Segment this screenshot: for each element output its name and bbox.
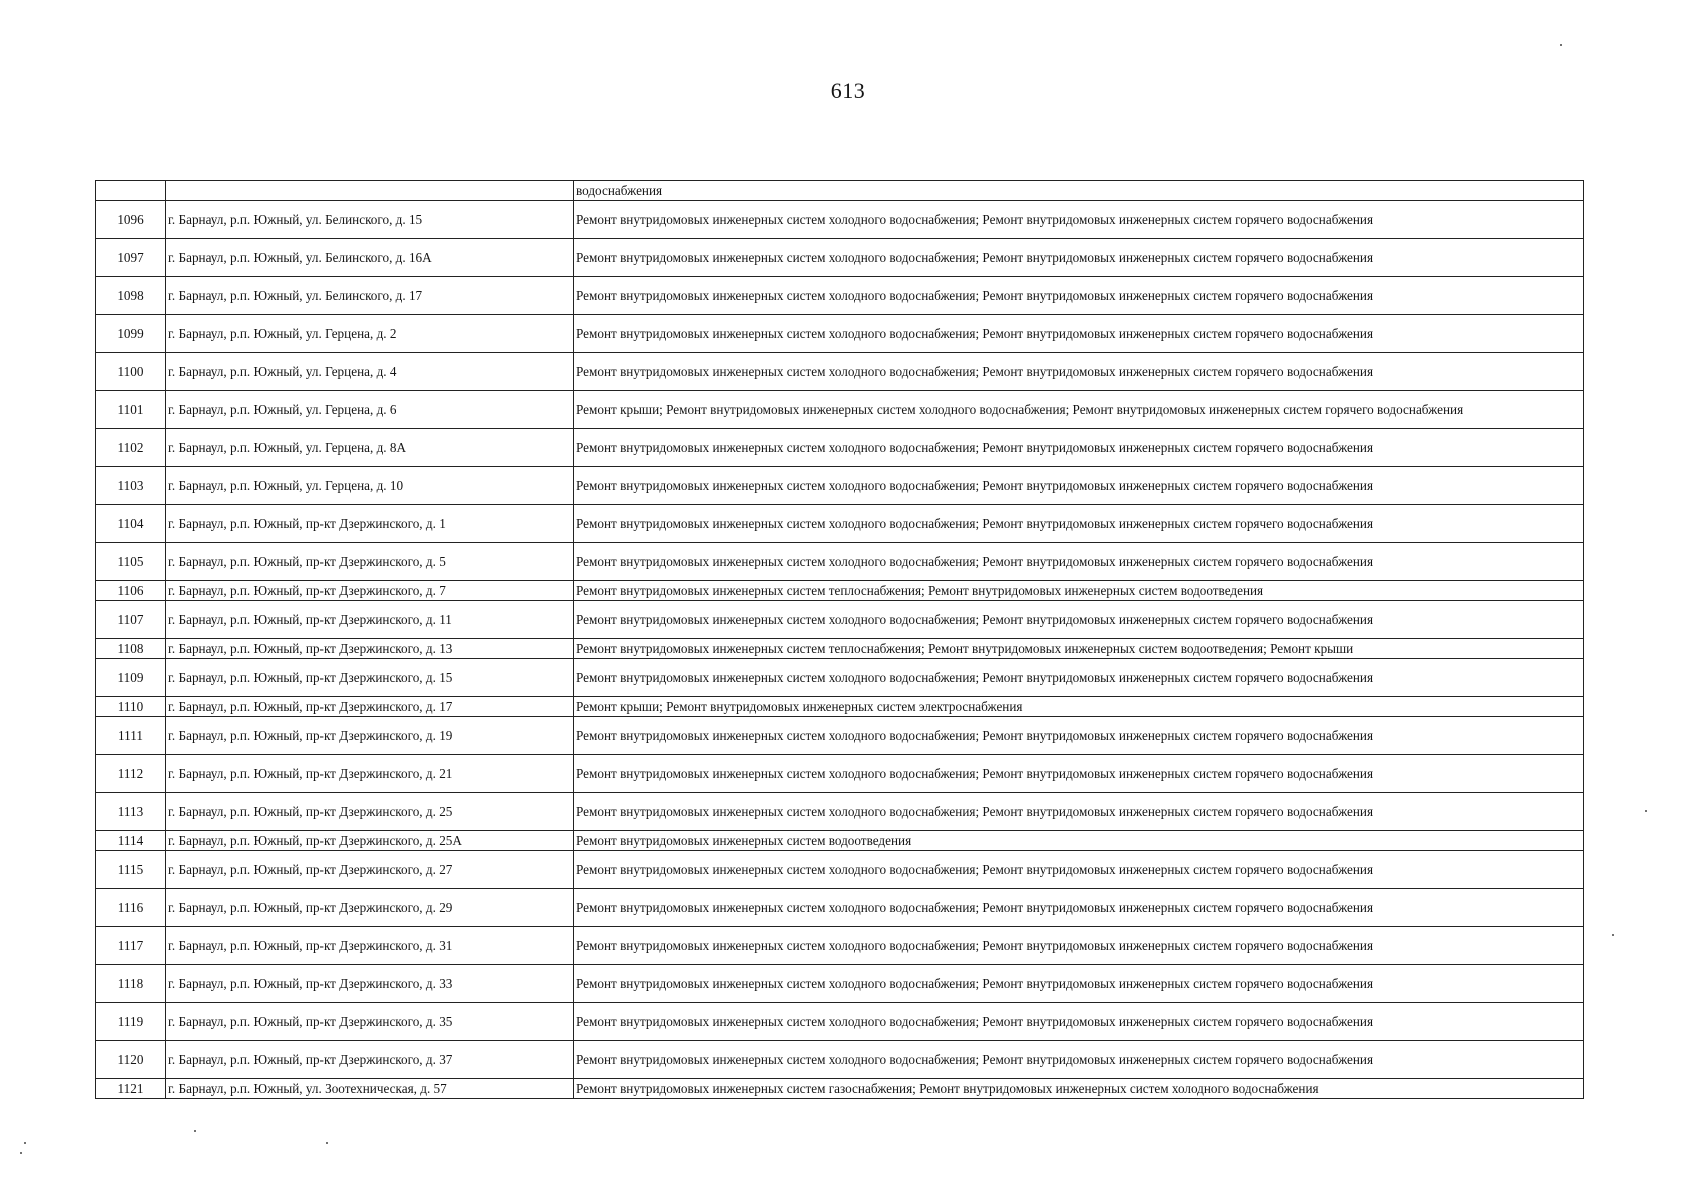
scan-speck: [24, 1142, 26, 1144]
works-cell: Ремонт внутридомовых инженерных систем холодного водоснабжения; Ремонт внутридомовых инженерных систем горячего водоснабжения: [574, 1003, 1584, 1041]
table-row-continuation: [96, 181, 1584, 201]
works-cell: Ремонт внутридомовых инженерных систем холодного водоснабжения; Ремонт внутридомовых инженерных систем горячего водоснабжения: [574, 659, 1584, 697]
page-number: 613: [830, 78, 866, 103]
row-number-cell: 1114: [96, 831, 166, 851]
works-cell: Ремонт внутридомовых инженерных систем холодного водоснабжения; Ремонт внутридомовых инженерных систем горячего водоснабжения: [574, 239, 1584, 277]
table-row: [96, 1041, 1584, 1079]
row-number-cell: 1118: [96, 965, 166, 1003]
address-cell: г. Барнаул, р.п. Южный, пр-кт Дзержинского, д. 33: [166, 965, 574, 1003]
works-cell: Ремонт крыши; Ремонт внутридомовых инженерных систем холодного водоснабжения; Ремонт внутридомовых инженерных систем горячего водоснабжения: [574, 391, 1584, 429]
address-cell: г. Барнаул, р.п. Южный, пр-кт Дзержинского, д. 35: [166, 1003, 574, 1041]
address-cell: г. Барнаул, р.п. Южный, пр-кт Дзержинского, д. 15: [166, 659, 574, 697]
address-cell: г. Барнаул, р.п. Южный, пр-кт Дзержинского, д. 25: [166, 793, 574, 831]
table-row: [96, 927, 1584, 965]
works-cell: Ремонт внутридомовых инженерных систем холодного водоснабжения; Ремонт внутридомовых инженерных систем горячего водоснабжения: [574, 927, 1584, 965]
works-cell: Ремонт внутридомовых инженерных систем холодного водоснабжения; Ремонт внутридомовых инженерных систем горячего водоснабжения: [574, 851, 1584, 889]
table-row: [96, 201, 1584, 239]
address-cell: г. Барнаул, р.п. Южный, ул. Зоотехническая, д. 57: [166, 1079, 574, 1099]
address-cell: г. Барнаул, р.п. Южный, пр-кт Дзержинского, д. 21: [166, 755, 574, 793]
table-row: [96, 315, 1584, 353]
table-row: [96, 601, 1584, 639]
address-cell: г. Барнаул, р.п. Южный, ул. Герцена, д. 2: [166, 315, 574, 353]
works-cell: Ремонт крыши; Ремонт внутридомовых инженерных систем электроснабжения: [574, 697, 1584, 717]
row-number-cell: 1121: [96, 1079, 166, 1099]
row-number-cell: 1105: [96, 543, 166, 581]
address-cell: г. Барнаул, р.п. Южный, пр-кт Дзержинского, д. 31: [166, 927, 574, 965]
works-cell: Ремонт внутридомовых инженерных систем газоснабжения; Ремонт внутридомовых инженерных систем холодного водоснабжения: [574, 1079, 1584, 1099]
table-row: [96, 851, 1584, 889]
works-cell: водоснабжения: [574, 181, 1584, 201]
works-cell: Ремонт внутридомовых инженерных систем холодного водоснабжения; Ремонт внутридомовых инженерных систем горячего водоснабжения: [574, 543, 1584, 581]
works-cell: Ремонт внутридомовых инженерных систем холодного водоснабжения; Ремонт внутридомовых инженерных систем горячего водоснабжения: [574, 353, 1584, 391]
row-number-cell: 1104: [96, 505, 166, 543]
table-row: [96, 581, 1584, 601]
row-number-cell: 1116: [96, 889, 166, 927]
table-row: [96, 467, 1584, 505]
table-row: [96, 659, 1584, 697]
row-number-cell: 1102: [96, 429, 166, 467]
address-cell: г. Барнаул, р.п. Южный, пр-кт Дзержинского, д. 7: [166, 581, 574, 601]
works-cell: Ремонт внутридомовых инженерных систем холодного водоснабжения; Ремонт внутридомовых инженерных систем горячего водоснабжения: [574, 277, 1584, 315]
table-row: [96, 1003, 1584, 1041]
table-row: [96, 505, 1584, 543]
address-cell: г. Барнаул, р.п. Южный, ул. Герцена, д. 4: [166, 353, 574, 391]
works-cell: Ремонт внутридомовых инженерных систем водоотведения: [574, 831, 1584, 851]
row-number-cell: 1100: [96, 353, 166, 391]
table-row: [96, 639, 1584, 659]
address-cell: [166, 181, 574, 201]
address-cell: г. Барнаул, р.п. Южный, пр-кт Дзержинского, д. 17: [166, 697, 574, 717]
works-cell: Ремонт внутридомовых инженерных систем холодного водоснабжения; Ремонт внутридомовых инженерных систем горячего водоснабжения: [574, 965, 1584, 1003]
table-row: [96, 793, 1584, 831]
table-row: [96, 889, 1584, 927]
table-row: [96, 965, 1584, 1003]
works-cell: Ремонт внутридомовых инженерных систем холодного водоснабжения; Ремонт внутридомовых инженерных систем горячего водоснабжения: [574, 467, 1584, 505]
table-row: [96, 353, 1584, 391]
works-cell: Ремонт внутридомовых инженерных систем холодного водоснабжения; Ремонт внутридомовых инженерных систем горячего водоснабжения: [574, 1041, 1584, 1079]
scan-speck: [326, 1142, 328, 1144]
scan-speck: [1612, 934, 1614, 936]
works-cell: Ремонт внутридомовых инженерных систем холодного водоснабжения; Ремонт внутридомовых инженерных систем горячего водоснабжения: [574, 315, 1584, 353]
table-row: [96, 543, 1584, 581]
table-row: [96, 1079, 1584, 1099]
row-number-cell: 1096: [96, 201, 166, 239]
table-row: [96, 697, 1584, 717]
works-cell: Ремонт внутридомовых инженерных систем холодного водоснабжения; Ремонт внутридомовых инженерных систем горячего водоснабжения: [574, 201, 1584, 239]
row-number-cell: 1106: [96, 581, 166, 601]
row-number-cell: 1112: [96, 755, 166, 793]
works-cell: Ремонт внутридомовых инженерных систем теплоснабжения; Ремонт внутридомовых инженерных систем водоотведения; Ремонт крыши: [574, 639, 1584, 659]
address-cell: г. Барнаул, р.п. Южный, пр-кт Дзержинского, д. 11: [166, 601, 574, 639]
works-cell: Ремонт внутридомовых инженерных систем холодного водоснабжения; Ремонт внутридомовых инженерных систем горячего водоснабжения: [574, 717, 1584, 755]
address-cell: г. Барнаул, р.п. Южный, пр-кт Дзержинского, д. 5: [166, 543, 574, 581]
address-cell: г. Барнаул, р.п. Южный, ул. Герцена, д. 6: [166, 391, 574, 429]
row-number-cell: 1117: [96, 927, 166, 965]
table-row: [96, 391, 1584, 429]
row-number-cell: 1120: [96, 1041, 166, 1079]
row-number-cell: 1110: [96, 697, 166, 717]
works-cell: Ремонт внутридомовых инженерных систем холодного водоснабжения; Ремонт внутридомовых инженерных систем горячего водоснабжения: [574, 793, 1584, 831]
works-table: [95, 180, 1584, 1099]
address-cell: г. Барнаул, р.п. Южный, ул. Герцена, д. 8А: [166, 429, 574, 467]
table-row: [96, 831, 1584, 851]
works-cell: Ремонт внутридомовых инженерных систем холодного водоснабжения; Ремонт внутридомовых инженерных систем горячего водоснабжения: [574, 601, 1584, 639]
table-row: [96, 717, 1584, 755]
address-cell: г. Барнаул, р.п. Южный, ул. Белинского, д. 16А: [166, 239, 574, 277]
scan-speck: [1645, 810, 1647, 812]
scan-speck: [1560, 44, 1562, 46]
address-cell: г. Барнаул, р.п. Южный, пр-кт Дзержинского, д. 19: [166, 717, 574, 755]
scan-speck: [20, 1152, 22, 1154]
address-cell: г. Барнаул, р.п. Южный, ул. Белинского, д. 15: [166, 201, 574, 239]
works-cell: Ремонт внутридомовых инженерных систем теплоснабжения; Ремонт внутридомовых инженерных систем водоотведения: [574, 581, 1584, 601]
row-number-cell: 1107: [96, 601, 166, 639]
row-number-cell: 1109: [96, 659, 166, 697]
address-cell: г. Барнаул, р.п. Южный, пр-кт Дзержинского, д. 1: [166, 505, 574, 543]
row-number-cell: 1103: [96, 467, 166, 505]
row-number-cell: 1108: [96, 639, 166, 659]
row-number-cell: 1113: [96, 793, 166, 831]
row-number-cell: 1119: [96, 1003, 166, 1041]
table-row: [96, 429, 1584, 467]
row-number-cell: [96, 181, 166, 201]
works-cell: Ремонт внутридомовых инженерных систем холодного водоснабжения; Ремонт внутридомовых инженерных систем горячего водоснабжения: [574, 505, 1584, 543]
table-body: [96, 181, 1584, 1099]
table-row: [96, 277, 1584, 315]
address-cell: г. Барнаул, р.п. Южный, пр-кт Дзержинского, д. 25А: [166, 831, 574, 851]
address-cell: г. Барнаул, р.п. Южный, ул. Герцена, д. 10: [166, 467, 574, 505]
row-number-cell: 1097: [96, 239, 166, 277]
address-cell: г. Барнаул, р.п. Южный, пр-кт Дзержинского, д. 13: [166, 639, 574, 659]
table-row: [96, 239, 1584, 277]
row-number-cell: 1101: [96, 391, 166, 429]
row-number-cell: 1111: [96, 717, 166, 755]
address-cell: г. Барнаул, р.п. Южный, пр-кт Дзержинского, д. 27: [166, 851, 574, 889]
works-cell: Ремонт внутридомовых инженерных систем холодного водоснабжения; Ремонт внутридомовых инженерных систем горячего водоснабжения: [574, 429, 1584, 467]
row-number-cell: 1098: [96, 277, 166, 315]
address-cell: г. Барнаул, р.п. Южный, ул. Белинского, д. 17: [166, 277, 574, 315]
address-cell: г. Барнаул, р.п. Южный, пр-кт Дзержинского, д. 37: [166, 1041, 574, 1079]
row-number-cell: 1099: [96, 315, 166, 353]
works-cell: Ремонт внутридомовых инженерных систем холодного водоснабжения; Ремонт внутридомовых инженерных систем горячего водоснабжения: [574, 889, 1584, 927]
row-number-cell: 1115: [96, 851, 166, 889]
address-cell: г. Барнаул, р.п. Южный, пр-кт Дзержинского, д. 29: [166, 889, 574, 927]
works-cell: Ремонт внутридомовых инженерных систем холодного водоснабжения; Ремонт внутридомовых инженерных систем горячего водоснабжения: [574, 755, 1584, 793]
table-row: [96, 755, 1584, 793]
scan-speck: [194, 1130, 196, 1132]
